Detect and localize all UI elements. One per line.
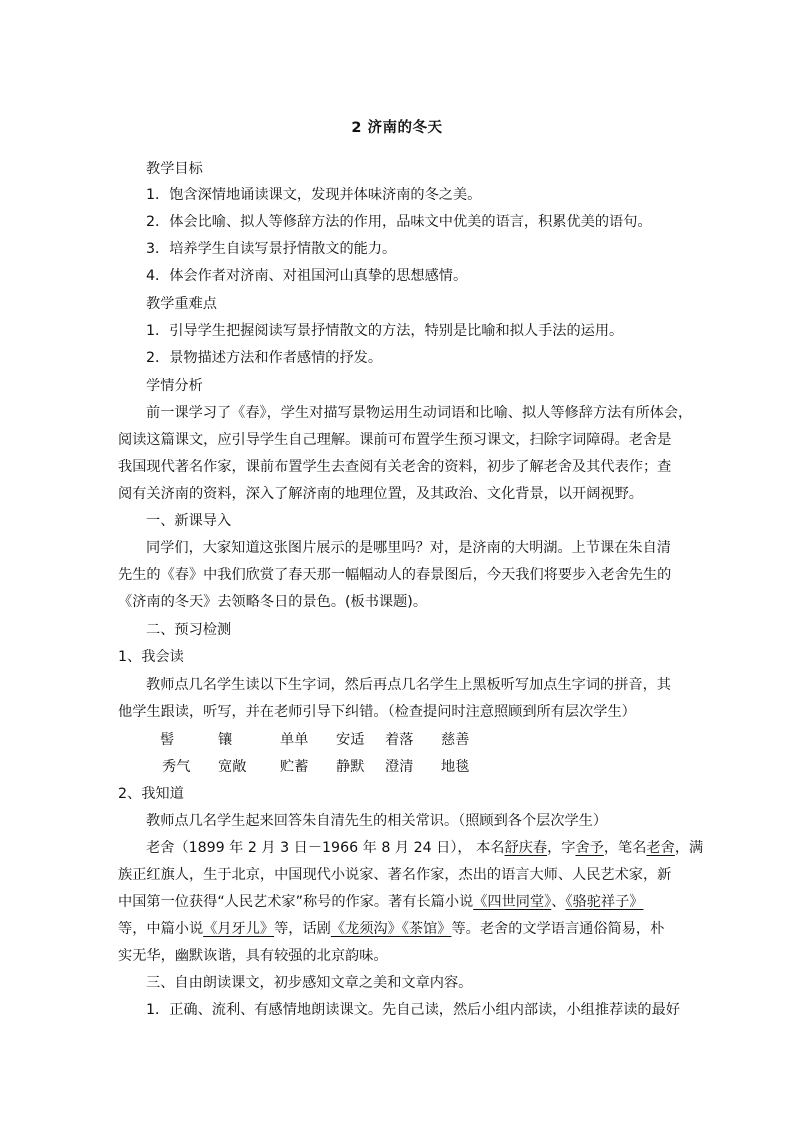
vocab-row xyxy=(0,730,794,750)
analysis-line: 我国现代著名作家，课前布置学生去查阅有关老舍的资料，初步了解老舍及其代表作；查 xyxy=(118,459,672,475)
bio-play-title: 《龙须沟》 xyxy=(330,921,402,937)
intro-line: 先生的《春》中我们欣赏了春天那一幅幅动人的春景图后，今天我们将要步入老舍先生的 xyxy=(118,567,672,583)
reading-line: 1．正确、流利、有感情地朗读课文。先自己读，然后小组内部读，小组推荐读的最好 xyxy=(146,1002,680,1018)
vocab-word: 宽敞 xyxy=(218,759,247,775)
preview-heading: 二、预习检测 xyxy=(146,622,232,638)
vocab-word: 着落 xyxy=(385,732,414,748)
goal-item: 4．体会作者对济南、对祖国河山真挚的思想感情。 xyxy=(146,268,468,284)
analysis-heading: 学情分析 xyxy=(146,378,203,394)
preview-sub2-line: 教师点几名学生起来回答朱自清先生的相关常识。（照顾到各个层次学生） xyxy=(146,813,608,829)
goal-item: 1．饱含深情地诵读课文，发现并体味济南的冬之美。 xyxy=(146,187,482,203)
bio-text: 等。老舍的文学语言通俗简易，朴 xyxy=(451,921,665,937)
vocab-word: 安适 xyxy=(336,732,365,748)
intro-line: 《济南的冬天》去领略冬日的景色。(板书课题)。 xyxy=(118,594,428,610)
vocab-word: 地毯 xyxy=(441,759,470,775)
bio-book-title: 《四世同堂》 xyxy=(473,894,552,910)
bio-line xyxy=(118,919,664,939)
goal-item: 2．体会比喻、拟人等修辞方法的作用，品味文中优美的语言，积累优美的语句。 xyxy=(146,214,652,230)
goals-heading: 教学目标 xyxy=(146,161,203,177)
vocab-word: 慈善 xyxy=(441,732,470,748)
bio-line: 实无华，幽默诙谐，具有较强的北京韵味。 xyxy=(118,948,388,964)
difficulties-heading: 教学重难点 xyxy=(146,296,217,312)
preview-sub2-heading: 2、我知道 xyxy=(118,786,184,802)
bio-courtesy-name: 舍予 xyxy=(575,840,604,856)
vocab-word: 镶 xyxy=(218,732,233,748)
bio-real-name: 舒庆春 xyxy=(504,840,548,856)
bio-text: ，满 xyxy=(674,840,704,856)
vocab-word: 静默 xyxy=(336,759,365,775)
analysis-line: 阅读这篇课文，应引导学生自己理解。课前可布置学生预习课文，扫除字词障碍。老舍是 xyxy=(118,432,672,448)
bio-line xyxy=(118,892,643,912)
preview-sub1-heading: 1、我会读 xyxy=(118,649,184,665)
bio-pen-name: 老舍 xyxy=(646,840,675,856)
bio-line xyxy=(146,838,703,858)
bio-text: 中国第一位获得“人民艺术家”称号的作家。著有长篇小说 xyxy=(118,894,474,910)
vocab-word: 秀气 xyxy=(162,759,191,775)
bio-book-title: 《骆驼祥子》 xyxy=(565,894,644,910)
reading-heading: 三、自由朗读课文，初步感知文章之美和文章内容。 xyxy=(146,975,473,991)
bio-text: 等，中篇小说 xyxy=(118,921,204,937)
bio-text: 老舍（1899 年 2 月 3 日－1966 年 8 月 24 日）， 本名 xyxy=(146,840,505,856)
vocab-word: 澄清 xyxy=(385,759,414,775)
bio-text: 等，话剧 xyxy=(274,921,331,937)
analysis-line: 阅有关济南的资料，深入了解济南的地理位置，及其政治、文化背景，以开阔视野。 xyxy=(118,486,643,502)
intro-heading: 一、新课导入 xyxy=(146,513,232,529)
bio-text: ，字 xyxy=(547,840,576,856)
difficulty-item: 1．引导学生把握阅读写景抒情散文的方法，特别是比喻和拟人手法的运用。 xyxy=(146,323,624,339)
vocab-word: 贮蓄 xyxy=(280,759,309,775)
bio-line: 族正红旗人，生于北京，中国现代小说家、著名作家，杰出的语言大师、人民艺术家，新 xyxy=(118,867,672,883)
intro-line: 同学们，大家知道这张图片展示的是哪里吗？对，是济南的大明湖。上节课在朱自清 xyxy=(146,540,671,556)
vocab-word: 单单 xyxy=(280,732,309,748)
difficulty-item: 2．景物描述方法和作者感情的抒发。 xyxy=(146,350,383,366)
document-title: 2 济南的冬天 xyxy=(351,120,443,136)
analysis-line: 前一课学习了《春》，学生对描写景物运用生动词语和比喻、拟人等修辞方法有所体会， xyxy=(146,405,693,421)
goal-item: 3．培养学生自读写景抒情散文的能力。 xyxy=(146,241,397,257)
vocab-row xyxy=(0,757,794,777)
bio-text: ，笔名 xyxy=(603,840,647,856)
bio-play-title: 《茶馆》 xyxy=(401,921,452,937)
vocab-word: 髻 xyxy=(160,732,175,748)
bio-text: 、 xyxy=(551,894,566,910)
bio-book-title: 《月牙儿》 xyxy=(203,921,275,937)
preview-sub1-line: 他学生跟读，听写，并在老师引导下纠错。（检查提问时注意照顾到所有层次学生） xyxy=(118,704,636,720)
preview-sub1-line: 教师点几名学生读以下生字词，然后再点几名学生上黑板听写加点生字词的拼音，其 xyxy=(146,677,671,693)
